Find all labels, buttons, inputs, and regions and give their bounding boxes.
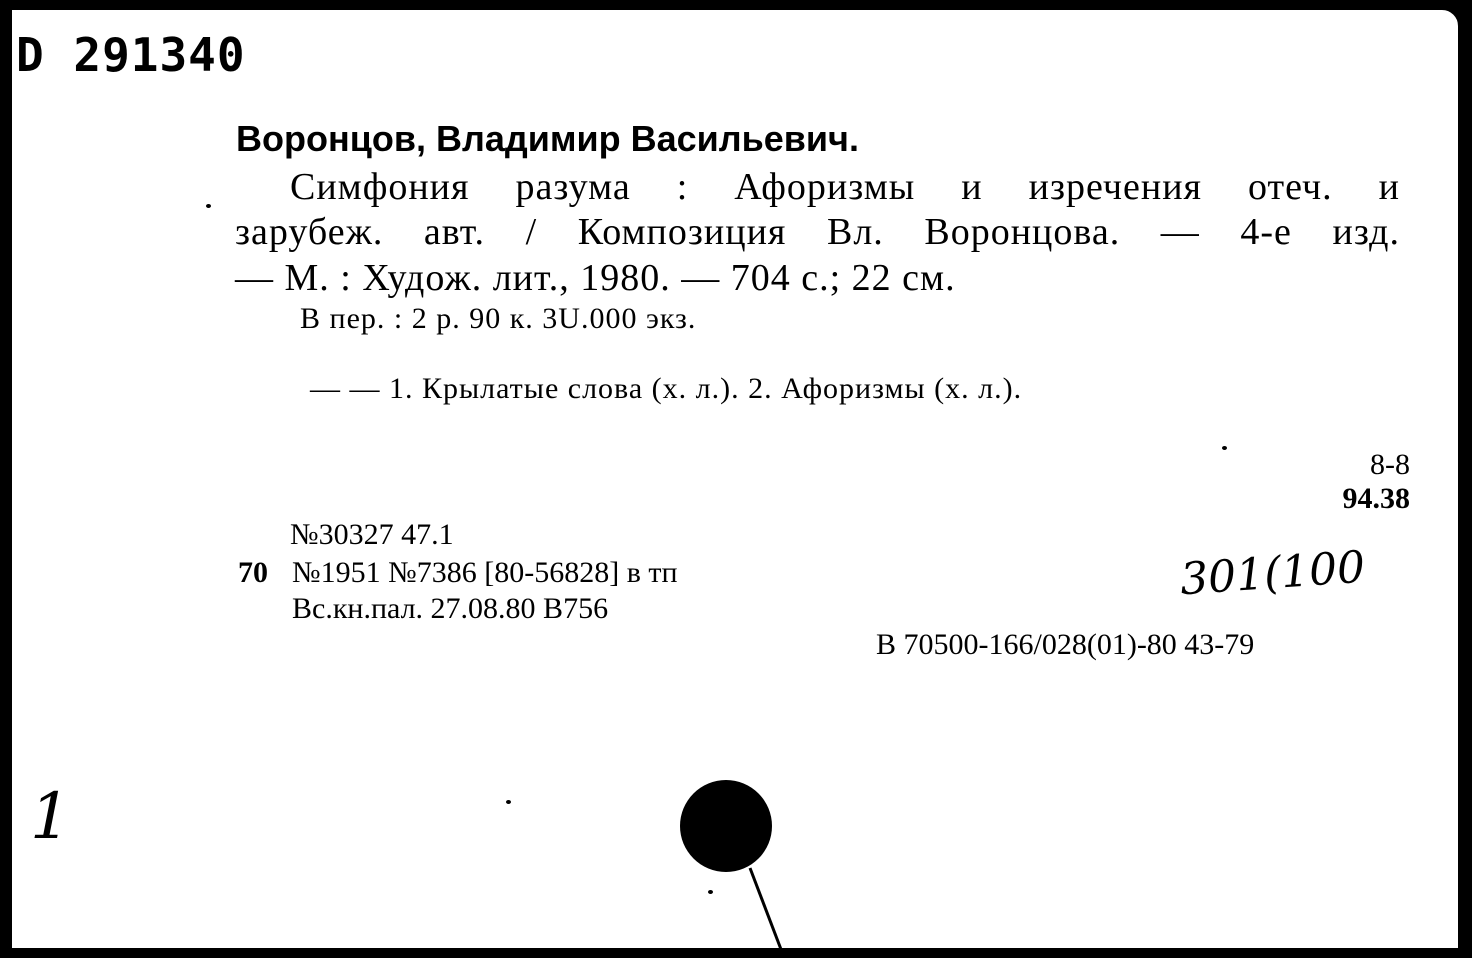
speck	[206, 204, 211, 208]
speck	[1222, 446, 1227, 450]
classification-code-2: 94.38	[1342, 482, 1410, 515]
subject-headings: — — 1. Крылатые слова (х. л.). 2. Афоризмы (х. л.).	[310, 372, 1023, 405]
title-line-1: Симфония разума : Афоризмы и изречения отеч. и	[290, 166, 1400, 208]
punch-hole	[680, 780, 772, 872]
speck	[708, 890, 713, 894]
author-heading: Воронцов, Владимир Васильевич.	[236, 118, 859, 159]
publication-code: В 70500-166/028(01)-80 43-79	[876, 628, 1255, 661]
card-number: D 291340	[16, 28, 246, 82]
price-line: В пер. : 2 р. 90 к. 3U.000 экз.	[300, 302, 697, 335]
title-line-2: зарубеж. авт. / Композиция Вл. Воронцова. — 4-е изд.	[235, 211, 1400, 253]
reference-number: 70	[238, 556, 268, 589]
reference-line-3: Вс.кн.пал. 27.08.80 В756	[292, 592, 609, 625]
reference-line-2: №1951 №7386 [80-56828] в тп	[292, 556, 678, 589]
handwritten-code: 301(100	[1178, 541, 1367, 606]
handwritten-mark: 1	[30, 780, 71, 854]
imprint-line: — М. : Худож. лит., 1980. — 704 с.; 22 см.	[235, 257, 956, 299]
speck	[506, 800, 511, 804]
classification-code-1: 8-8	[1370, 448, 1410, 481]
reference-line-1: №30327 47.1	[290, 518, 454, 551]
